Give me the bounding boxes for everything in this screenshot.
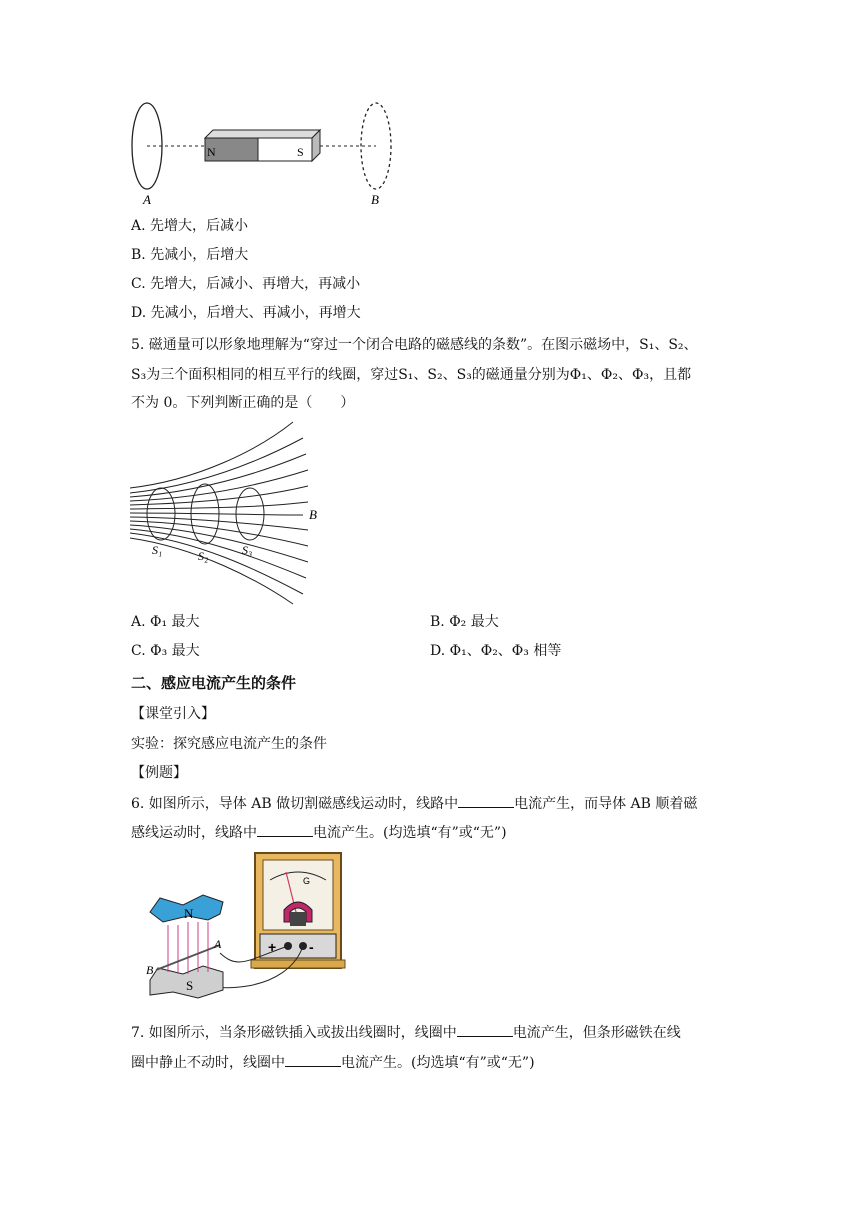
- q7-line1: 7. 如图所示，当条形磁铁插入或拔出线圈时，线圈中 电流产生，但条形磁铁在线: [131, 1022, 681, 1043]
- label-s: S: [297, 145, 304, 159]
- q6-line2: 感线运动时，线路中 电流产生。(均选填“有”或“无”): [131, 822, 507, 843]
- galvanometer-base: [251, 960, 345, 968]
- section-heading: 二、感应电流产生的条件: [131, 674, 297, 692]
- label-s2: S₂: [198, 549, 209, 563]
- label-a: A: [214, 937, 222, 951]
- label-n: N: [207, 145, 216, 159]
- label-b: B: [146, 963, 154, 977]
- field-line: [130, 470, 308, 501]
- label-plus: +: [268, 939, 277, 955]
- intro-tag: 【课堂引入】: [131, 706, 215, 722]
- q5-option-b: B. Φ₂ 最大: [430, 614, 499, 630]
- magnet-top: [205, 130, 320, 138]
- magnet-s-pole: [258, 138, 312, 161]
- q5-stem-line3: 不为 0。下列判断正确的是（ ）: [131, 395, 355, 411]
- coil-s1: [147, 488, 175, 540]
- q6-line1: 6. 如图所示，导体 AB 做切割磁感线运动时，线路中 电流产生，而导体 AB 顺着磁: [131, 793, 697, 814]
- q5-stem-line2: S₃为三个面积相同的相互平行的线圈，穿过S₁、S₂、S₃的磁通量分别为Φ₁、Φ₂、Φ₃，且都: [131, 367, 692, 383]
- label-a: A: [143, 192, 151, 207]
- answer-blank[interactable]: [458, 793, 514, 808]
- q6-figure: [138, 850, 348, 1010]
- q4-option-a: A. 先增大，后减小: [131, 218, 249, 234]
- field-line: [130, 454, 306, 497]
- q4-option-c: C. 先增大，后减小、再增大，再减小: [131, 276, 361, 292]
- label-s3: S₃: [242, 543, 253, 557]
- answer-blank[interactable]: [257, 822, 313, 837]
- label-b: B: [309, 507, 317, 522]
- q5-option-c: C. Φ₃ 最大: [131, 643, 200, 659]
- answer-blank[interactable]: [457, 1022, 513, 1037]
- label-s: S: [186, 978, 194, 993]
- q5-option-d: D. Φ₁、Φ₂、Φ₃ 相等: [430, 643, 562, 659]
- q7-line2: 圈中静止不动时，线圈中 电流产生。(均选填“有”或“无”): [131, 1052, 535, 1073]
- label-b: B: [371, 192, 379, 207]
- q4-figure: [125, 100, 405, 210]
- field-line: [130, 513, 303, 515]
- coil-body: [290, 912, 306, 926]
- label-minus: -: [309, 939, 314, 955]
- experiment-text: 实验：探究感应电流产生的条件: [131, 736, 327, 752]
- q4-option-b: B. 先减小，后增大: [131, 247, 249, 263]
- q4-option-d: D. 先减小，后增大、再减小，再增大: [131, 305, 361, 321]
- answer-blank[interactable]: [285, 1052, 341, 1067]
- label-s1: S₁: [152, 543, 163, 557]
- example-tag: 【例题】: [131, 765, 187, 781]
- q5-figure: [128, 420, 328, 610]
- q5-option-a: A. Φ₁ 最大: [131, 614, 200, 630]
- label-g: G: [303, 876, 311, 886]
- q5-stem-line1: 5. 磁通量可以形象地理解为“穿过一个闭合电路的磁感线的条数”。在图示磁场中，S₁、S₂、: [131, 337, 698, 353]
- label-n: N: [184, 906, 194, 921]
